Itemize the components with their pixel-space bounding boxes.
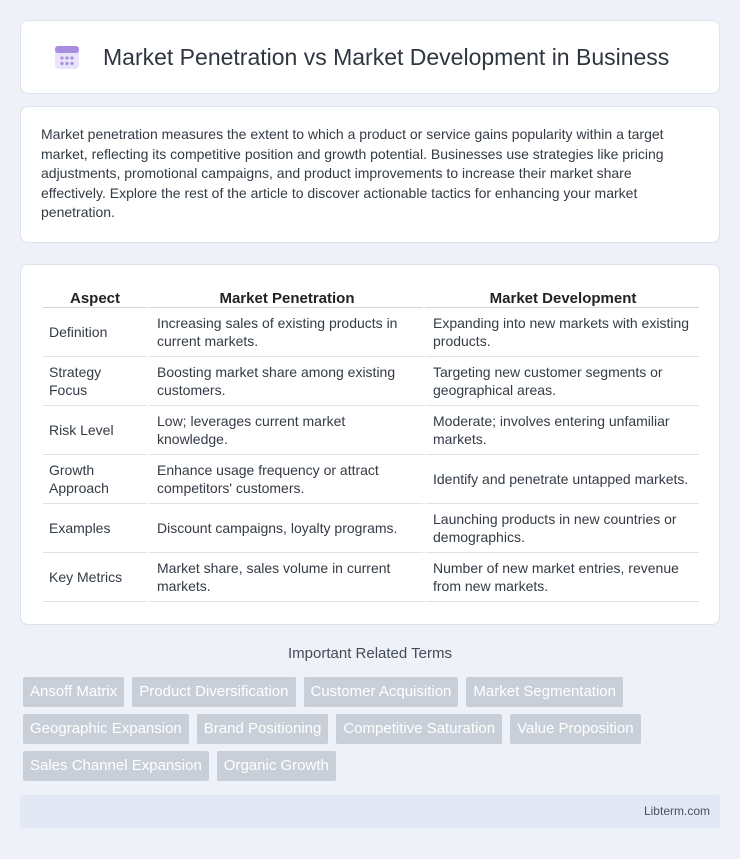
table-row — [43, 357, 699, 406]
related-terms-list — [23, 677, 723, 781]
related-term-tag[interactable]: Competitive Saturation — [336, 714, 502, 744]
table-row — [43, 308, 699, 357]
related-term-tag[interactable]: Ansoff Matrix — [23, 677, 124, 707]
penetration-cell: Discount campaigns, loyalty programs. — [147, 504, 423, 553]
row-aspect-cell: Risk Level — [43, 406, 147, 455]
development-cell: Launching products in new countries or demographics. — [423, 504, 699, 553]
footer — [20, 795, 720, 828]
development-cell: Targeting new customer segments or geographical areas. — [423, 357, 699, 406]
calendar-grid-icon — [53, 43, 81, 71]
intro-paragraph: Market penetration measures the extent to which a product or service gains popularity within a target market, reflecting its competitive position and growth potential. Businesses use strategies like pricing adjustments, promotional campaigns, and product improvements to increase their market share effectively. Explore the rest of the article to discover actionable tactics for enhancing your market penetration. — [41, 126, 664, 220]
related-term-tag[interactable]: Value Proposition — [510, 714, 640, 744]
related-term-tag[interactable]: Brand Positioning — [197, 714, 329, 744]
table-row — [43, 455, 699, 504]
row-aspect-cell: Growth Approach — [43, 455, 147, 504]
header-market-penetration: Market Penetration — [147, 287, 423, 308]
related-term-tag[interactable]: Product Diversification — [132, 677, 295, 707]
row-aspect-cell: Definition — [43, 308, 147, 357]
related-term-tag[interactable]: Sales Channel Expansion — [23, 751, 209, 781]
related-term-tag[interactable]: Organic Growth — [217, 751, 336, 781]
related-term-tag[interactable]: Geographic Expansion — [23, 714, 189, 744]
row-aspect-cell: Strategy Focus — [43, 357, 147, 406]
related-term-tag[interactable]: Market Segmentation — [466, 677, 623, 707]
penetration-cell: Low; leverages current market knowledge. — [147, 406, 423, 455]
penetration-cell: Boosting market share among existing customers. — [147, 357, 423, 406]
footer-site-link[interactable]: Libterm.com — [643, 804, 710, 818]
header-card — [20, 20, 720, 94]
penetration-cell: Enhance usage frequency or attract competitors' customers. — [147, 455, 423, 504]
related-term-tag[interactable]: Customer Acquisition — [304, 677, 459, 707]
development-cell: Expanding into new markets with existing products. — [423, 308, 699, 357]
table-row — [43, 406, 699, 455]
penetration-cell: Market share, sales volume in current markets. — [147, 553, 423, 602]
table-row — [43, 553, 699, 602]
development-cell: Number of new market entries, revenue from new markets. — [423, 553, 699, 602]
page-title: Market Penetration vs Market Development in Business — [103, 43, 670, 70]
row-aspect-cell: Examples — [43, 504, 147, 553]
comparison-card — [20, 264, 720, 625]
development-cell: Identify and penetrate untapped markets. — [423, 455, 699, 504]
row-aspect-cell: Key Metrics — [43, 553, 147, 602]
header-market-development: Market Development — [423, 287, 699, 308]
comparison-table — [43, 287, 699, 602]
intro-card — [20, 106, 720, 243]
development-cell: Moderate; involves entering unfamiliar markets. — [423, 406, 699, 455]
penetration-cell: Increasing sales of existing products in current markets. — [147, 308, 423, 357]
related-terms-title: Important Related Terms — [288, 645, 452, 662]
header-aspect: Aspect — [43, 287, 147, 308]
table-row — [43, 504, 699, 553]
table-header-row — [43, 287, 699, 308]
